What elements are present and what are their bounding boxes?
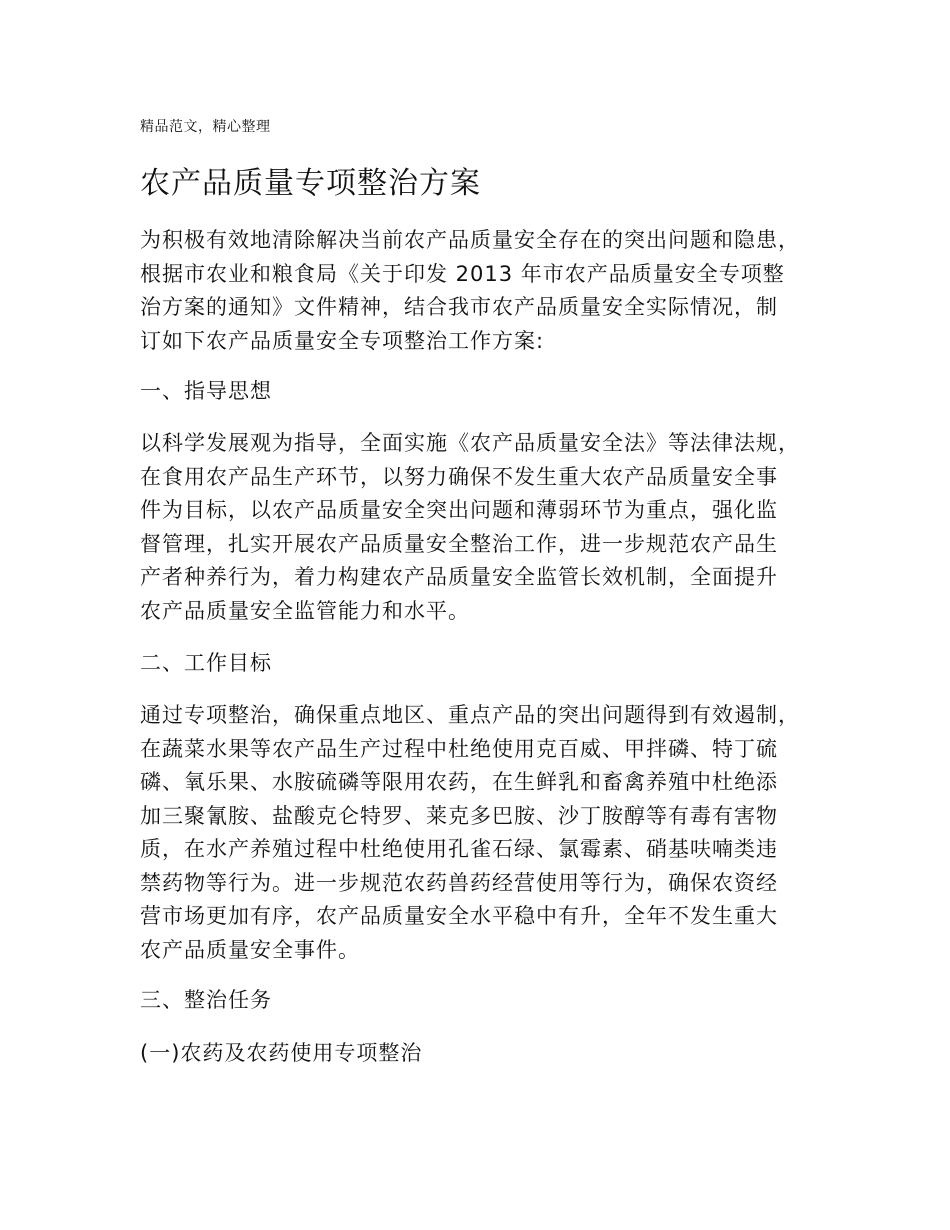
paragraph-line: 订如下农产品质量安全专项整治工作方案: <box>140 328 545 353</box>
paragraph-line: 以科学发展观为指导，全面实施《农产品质量安全法》等法律法规， <box>140 431 800 455</box>
paragraph-line: 在食用农产品生产环节，以努力确保不发生重大农产品质量安全事 <box>140 464 778 489</box>
paragraph-line: 为积极有效地清除解决当前农产品质量安全存在的突出问题和隐患， <box>140 228 800 252</box>
paragraph-line: 产者种养行为，着力构建农产品质量安全监管长效机制，全面提升 <box>140 565 778 589</box>
paragraph-line: 通过专项整治，确保重点地区、重点产品的突出问题得到有效遏制， <box>140 703 800 727</box>
paragraph-line: 农产品质量安全监管能力和水平。 <box>140 598 470 623</box>
section-heading-work-goals: 二、工作目标 <box>140 651 272 675</box>
section-heading-guiding-ideology: 一、指导思想 <box>140 379 272 403</box>
paragraph-line: 在蔬菜水果等农产品生产过程中杜绝使用克百威、甲拌磷、特丁硫 <box>140 736 778 761</box>
paragraph-line: 督管理，扎实开展农产品质量安全整治工作，进一步规范农产品生 <box>140 531 778 556</box>
paragraph-line: 营市场更加有序，农产品质量安全水平稳中有升，全年不发生重大 <box>140 904 778 928</box>
paragraph-line: 禁药物等行为。进一步规范农药兽药经营使用等行为，确保农资经 <box>140 870 778 895</box>
paragraph-line: 农产品质量安全事件。 <box>140 937 360 962</box>
paragraph-line: 质，在水产养殖过程中杜绝使用孔雀石绿、氯霉素、硝基呋喃类违 <box>140 837 778 861</box>
header-note: 精品范文，精心整理 <box>140 119 271 135</box>
paragraph-line: 治方案的通知》文件精神，结合我市农产品质量安全实际情况，制 <box>140 295 778 319</box>
document-title: 农产品质量专项整治方案 <box>140 166 481 201</box>
guiding-ideology-paragraph <box>140 427 820 628</box>
subsection-heading-pesticide-rectification: (一)农药及农药使用专项整治 <box>140 1041 423 1065</box>
intro-paragraph <box>140 224 820 358</box>
paragraph-line: 件为目标，以农产品质量安全突出问题和薄弱环节为重点，强化监 <box>140 498 778 522</box>
work-goals-paragraph <box>140 699 820 967</box>
paragraph-line: 磷、氧乐果、水胺硫磷等限用农药，在生鲜乳和畜禽养殖中杜绝添 <box>140 770 778 794</box>
section-heading-rectification-tasks: 三、整治任务 <box>140 988 272 1012</box>
paragraph-line: 根据市农业和粮食局《关于印发 2013 年市农产品质量安全专项整 <box>140 261 785 286</box>
paragraph-line: 加三聚氰胺、盐酸克仑特罗、莱克多巴胺、沙丁胺醇等有毒有害物 <box>140 803 778 828</box>
